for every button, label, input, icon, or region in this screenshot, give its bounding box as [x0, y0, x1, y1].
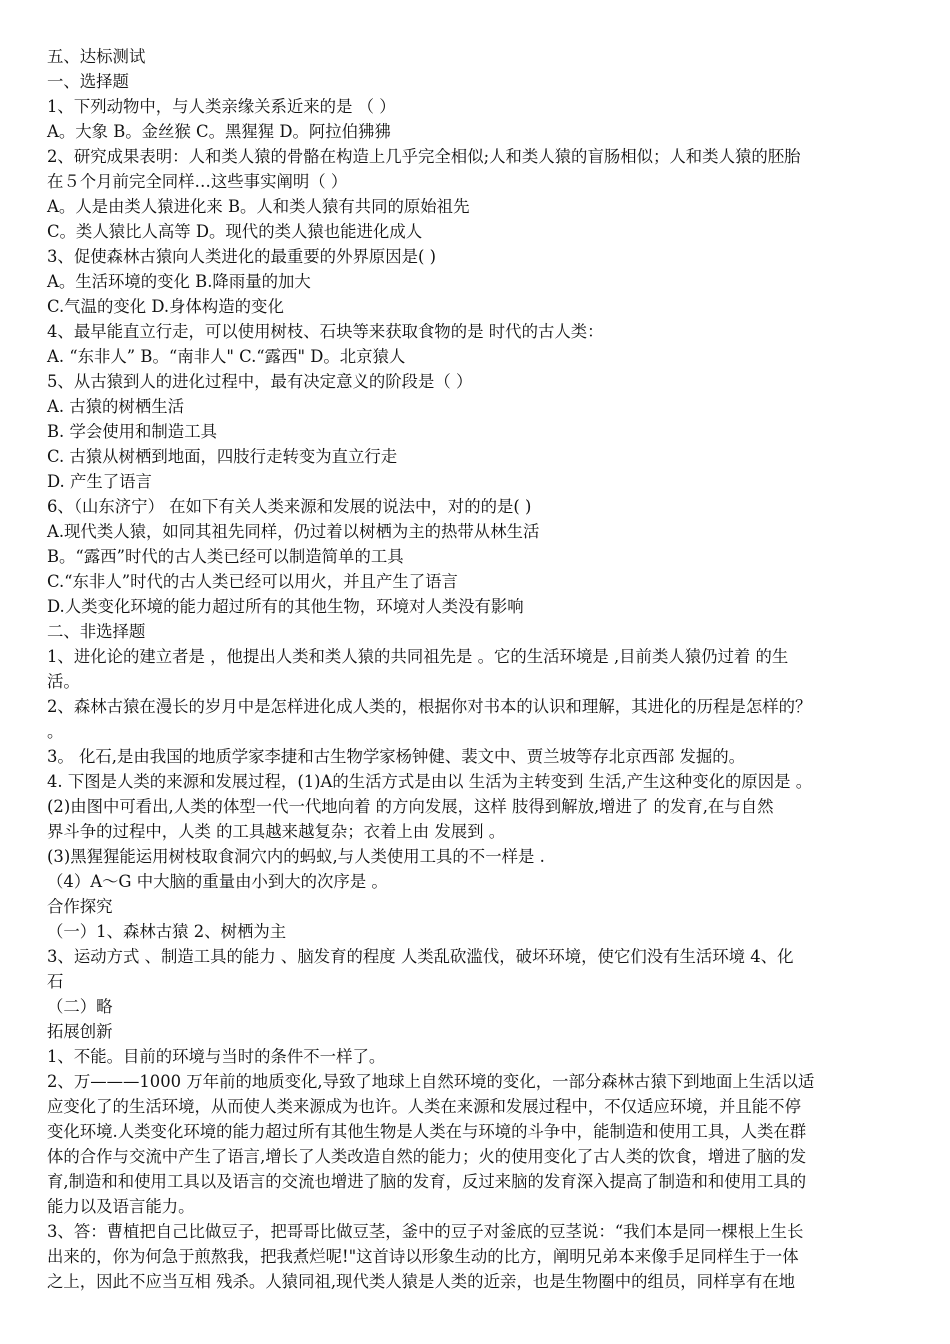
- text-line: 出来的，你为何急于煎熬我，把我煮烂呢!"这首诗以形象生动的比方，阐明兄弟本来像手足同样生于一体: [47, 1247, 799, 1266]
- text-line: 界斗争的过程中，人类 的工具越来越复杂；衣着上由 发展到 。: [47, 822, 506, 841]
- text-line: C.气温的变化 D.身体构造的变化: [47, 297, 284, 316]
- text-line: (2)由图中可看出,人类的体型一代一代地向着 的方向发展，这样 肢得到解放,增进了 的发育,在与自然: [47, 797, 774, 816]
- text-line: A。大象 B。金丝猴 C。黑猩猩 D。阿拉伯狒狒: [47, 122, 391, 141]
- text-line: 体的合作与交流中产生了语言,增长了人类改造自然的能力；火的使用变化了古人类的饮食，增进了脑的发: [47, 1147, 807, 1166]
- text-line: B. 学会使用和制造工具: [47, 422, 217, 441]
- text-line: 育,制造和和使用工具以及语言的交流也增进了脑的发育，反过来脑的发育深入提高了制造和和使用工具的: [47, 1172, 807, 1191]
- text-line: A。人是由类人猿进化来 B。人和类人猿有共同的原始祖先: [47, 197, 470, 216]
- text-line: 变化环境.人类变化环境的能力超过所有其他生物是人类在与环境的斗争中，能制造和使用工具，人类在群: [47, 1122, 807, 1141]
- text-line: C. 古猿从树栖到地面，四肢行走转变为直立行走: [47, 447, 398, 466]
- text-line: A.现代类人猿，如同其祖先同样，仍过着以树栖为主的热带从林生活: [47, 522, 540, 541]
- text-line: A. “东非人” B。“南非人" C.“露西" D。北京猿人: [47, 347, 406, 366]
- text-line: A。生活环境的变化 B.降雨量的加大: [47, 272, 311, 291]
- text-line: 2、森林古猿在漫长的岁月中是怎样进化成人类的，根据你对书本的认识和理解，其进化的历程是怎样的？: [47, 697, 812, 716]
- text-line: 2、研究成果表明：人和类人猿的骨骼在构造上几乎完全相似;人和类人猿的盲肠相似；人和类人猿的胚胎: [47, 147, 801, 166]
- text-line: 1、进化论的建立者是 ，他提出人类和类人猿的共同祖先是 。它的生活环境是 ,目前类人猿仍过着 的生: [47, 647, 789, 666]
- text-line: 3、答：曹植把自己比做豆子，把哥哥比做豆茎，釜中的豆子对釜底的豆茎说：“我们本是同一棵根上生长: [47, 1222, 804, 1241]
- text-line: 二、非选择题: [47, 622, 146, 641]
- text-line: 1、不能。目前的环境与当时的条件不一样了。: [47, 1047, 386, 1066]
- text-line: B。“露西”时代的古人类已经可以制造简单的工具: [47, 547, 404, 566]
- text-line: 能力以及语言能力。: [47, 1197, 195, 1216]
- text-line: 一、选择题: [47, 72, 129, 91]
- text-line: 之上，因此不应当互相 残杀。人猿同祖,现代类人猿是人类的近亲，也是生物圈中的组员，同样享有在地: [47, 1272, 795, 1291]
- text-line: 拓展创新: [47, 1022, 113, 1041]
- text-line: （二）略: [47, 997, 113, 1016]
- text-line: 活。: [47, 672, 80, 691]
- text-line: 五、达标测试: [47, 47, 146, 66]
- text-line: 1、下列动物中，与人类亲缘关系近来的是 （ ）: [47, 97, 396, 116]
- document-page: [47, 44, 907, 1294]
- text-line: A. 古猿的树栖生活: [47, 397, 184, 416]
- text-line: 4. 下图是人类的来源和发展过程，(1)A的生活方式是由以 生活为主转变到 生活,产生这种变化的原因是 。: [47, 772, 813, 791]
- text-line: 4、最早能直立行走，可以使用树枝、石块等来获取食物的是 时代的古人类：: [47, 322, 604, 341]
- text-line: （一）1、森林古猿 2、树栖为主: [47, 922, 287, 941]
- text-line: D.人类变化环境的能力超过所有的其他生物，环境对人类没有影响: [47, 597, 524, 616]
- text-line: 。: [47, 722, 64, 741]
- text-line: C。类人猿比人高等 D。现代的类人猿也能进化成人: [47, 222, 423, 241]
- text-line: 6、（山东济宁） 在如下有关人类来源和发展的说法中，对的的是( ): [47, 497, 532, 516]
- text-line: 3、促使森林古猿向人类进化的最重要的外界原因是( ): [47, 247, 437, 266]
- text-line: 合作探究: [47, 897, 113, 916]
- text-line: 石: [47, 972, 64, 991]
- text-line: C.“东非人”时代的古人类已经可以用火，并且产生了语言: [47, 572, 458, 591]
- text-line: (3)黑猩猩能运用树枝取食洞穴内的蚂蚁,与人类使用工具的不一样是 .: [47, 847, 545, 866]
- text-line: 3、运动方式 、制造工具的能力 、脑发育的程度 人类乱砍滥伐，破坏环境，使它们没有生活环境 4、化: [47, 947, 794, 966]
- text-line: D. 产生了语言: [47, 472, 152, 491]
- text-line: 应变化了的生活环境，从而使人类来源成为也许。人类在来源和发展过程中，不仅适应环境，并且能不停: [47, 1097, 801, 1116]
- text-line: （4）A～G 中大脑的重量由小到大的次序是 。: [47, 872, 388, 891]
- text-line: 3。 化石,是由我国的地质学家李捷和古生物学家杨钟健、裴文中、贾兰坡等存北京西部 发掘的。: [47, 747, 746, 766]
- text-line: 在５个月前完全同样…这些事实阐明（ ）: [47, 172, 348, 191]
- text-line: 5、从古猿到人的进化过程中，最有决定意义的阶段是（ ）: [47, 372, 473, 391]
- text-line: 2、万———1000 万年前的地质变化,导致了地球上自然环境的变化，一部分森林古猿下到地面上生活以适: [47, 1072, 815, 1091]
